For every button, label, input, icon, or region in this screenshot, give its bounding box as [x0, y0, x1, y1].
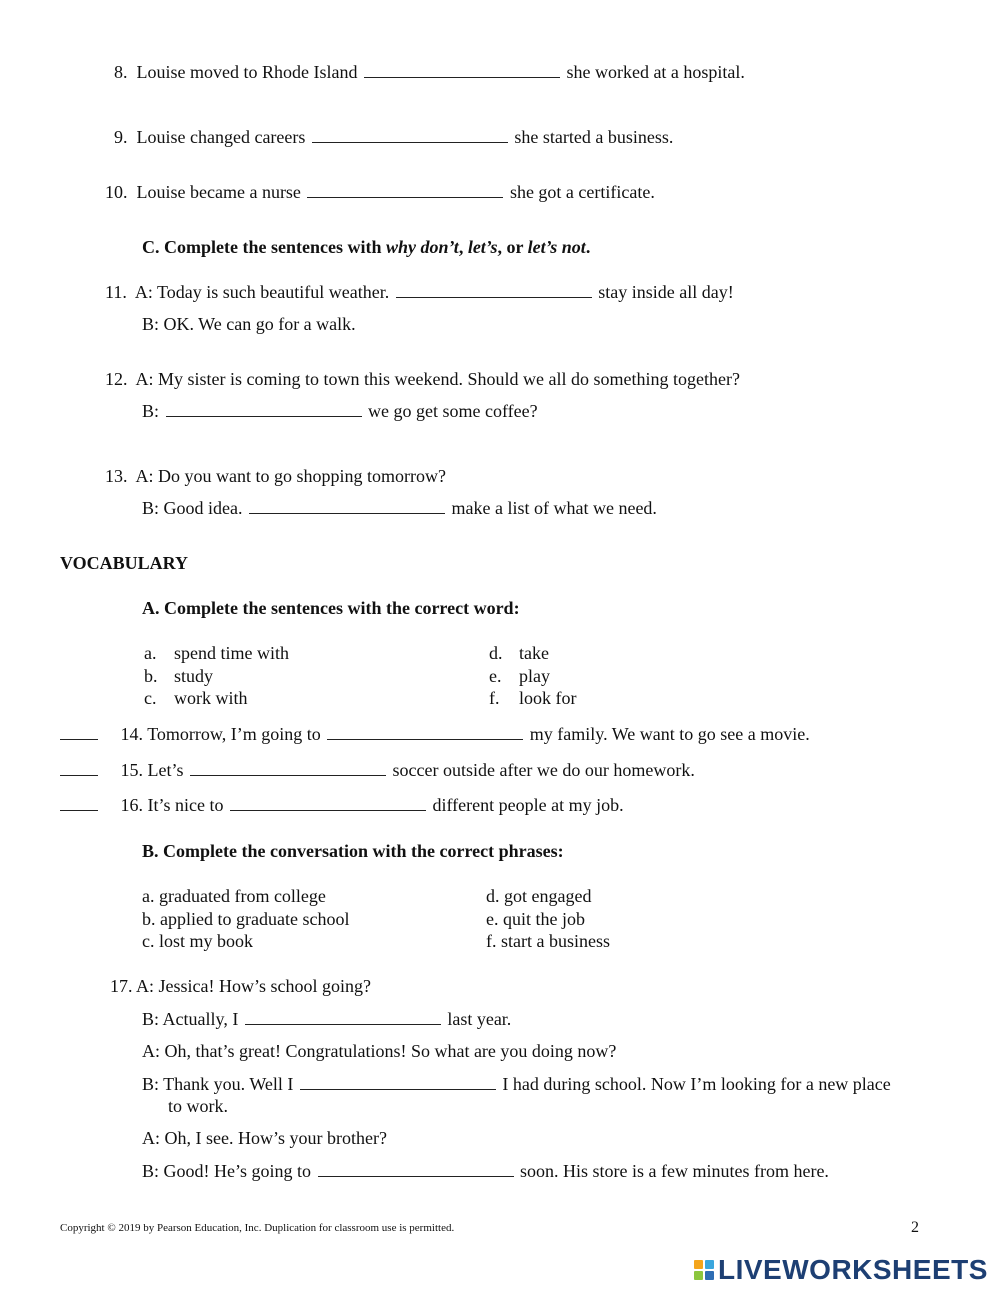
letter-blank-15[interactable]: [60, 759, 98, 776]
conversation-line-3: A: Oh, that’s great! Congratulations! So what are you doing now?: [142, 1041, 617, 1061]
word-option-c: c. work with: [144, 688, 248, 708]
phrase-option-d: d. got engaged: [486, 886, 592, 906]
word-option-b: b. study: [144, 666, 214, 686]
answer-blank-9[interactable]: [312, 126, 508, 143]
answer-blank-15[interactable]: [190, 759, 386, 776]
page-number: 2: [911, 1219, 919, 1236]
word-option-d: d. take: [489, 643, 549, 663]
answer-blank-14[interactable]: [327, 723, 523, 740]
phrase-option-e: e. quit the job: [486, 909, 585, 929]
question-11-a: 11. A: Today is such beautiful weather. stay inside all day!: [105, 282, 734, 302]
answer-blank-17a[interactable]: [245, 1008, 441, 1025]
phrase-option-a: a. graduated from college: [142, 886, 326, 906]
answer-blank-16[interactable]: [230, 794, 426, 811]
question-8: 8. Louise moved to Rhode Island she worked at a hospital.: [114, 62, 745, 82]
letter-blank-14[interactable]: [60, 723, 98, 740]
conversation-line-4: B: Thank you. Well I I had during school. Now I’m looking for a new place: [142, 1074, 891, 1094]
section-c-heading: C. Complete the sentences with why don’t, let’s, or let’s not.: [142, 237, 591, 257]
answer-blank-10[interactable]: [307, 181, 503, 198]
answer-blank-11[interactable]: [396, 281, 592, 298]
conversation-line-1: 17. A: Jessica! How’s school going?: [110, 976, 371, 996]
word-option-e: e. play: [489, 666, 550, 686]
conversation-line-2: B: Actually, I last year.: [142, 1009, 512, 1029]
brand-name: LIVEWORKSHEETS: [718, 1254, 988, 1285]
answer-blank-12[interactable]: [166, 400, 362, 417]
logo-grid-icon: [694, 1260, 714, 1280]
question-12-a: 12. A: My sister is coming to town this weekend. Should we all do something together?: [105, 369, 740, 389]
phrase-option-b: b. applied to graduate school: [142, 909, 350, 929]
word-option-a: a. spend time with: [144, 643, 289, 663]
vocab-a-heading: A. Complete the sentences with the correct word:: [142, 598, 520, 618]
letter-blank-16[interactable]: [60, 794, 98, 811]
phrase-option-f: f. start a business: [486, 931, 610, 951]
question-13-b: B: Good idea. make a list of what we need.: [142, 498, 657, 518]
conversation-line-6: B: Good! He’s going to soon. His store is a few minutes from here.: [142, 1161, 829, 1181]
word-option-f: f. look for: [489, 688, 577, 708]
question-13-a: 13. A: Do you want to go shopping tomorrow?: [105, 466, 446, 486]
answer-blank-17b[interactable]: [300, 1073, 496, 1090]
vocabulary-title: VOCABULARY: [60, 553, 189, 573]
conversation-line-4-cont: to work.: [168, 1096, 228, 1116]
question-16: 16. It’s nice to different people at my job.: [60, 794, 624, 816]
question-14: 14. Tomorrow, I’m going to my family. We want to go see a movie.: [60, 723, 810, 745]
question-15: 15. Let’s soccer outside after we do our homework.: [60, 759, 695, 781]
question-9: 9. Louise changed careers she started a business.: [114, 127, 674, 147]
answer-blank-8[interactable]: [364, 61, 560, 78]
phrase-option-c: c. lost my book: [142, 931, 253, 951]
question-11-b: B: OK. We can go for a walk.: [142, 314, 356, 334]
vocab-b-heading: B. Complete the conversation with the correct phrases:: [142, 841, 564, 861]
conversation-line-5: A: Oh, I see. How’s your brother?: [142, 1128, 387, 1148]
answer-blank-17c[interactable]: [318, 1160, 514, 1177]
liveworksheets-logo[interactable]: [694, 1255, 988, 1285]
answer-blank-13[interactable]: [249, 497, 445, 514]
question-10: 10. Louise became a nurse she got a certificate.: [105, 182, 655, 202]
question-12-b: B: we go get some coffee?: [142, 401, 538, 421]
copyright-notice: Copyright © 2019 by Pearson Education, Inc. Duplication for classroom use is permitted.: [60, 1222, 455, 1234]
